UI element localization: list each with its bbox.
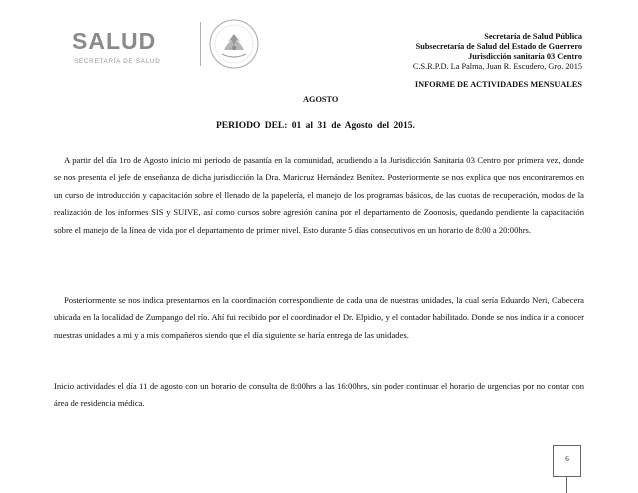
logo-divider bbox=[200, 22, 201, 66]
header-line-2: Subsecretaría de Salud del Estado de Guerrero bbox=[415, 42, 582, 51]
report-month: AGOSTO bbox=[303, 95, 339, 104]
body-paragraph-1: A partir del día 1ro de Agosto inicio mi periodo de pasantía en la comunidad, acudiendo a la Jurisdicción Sanitaria 03 Centro por primera vez, donde se nos presenta el jefe de enseñanza de dicha jurisdicción la Dra. Maricruz Hernández Benítez. Posteriormente se nos explica que nos encontraremos en un curso de introducción y capacitación sobre el llenado de la papelería, el manejo de los programas básicos, de las cuotas de recuperación, modos de la realización de los informes SIS y SUIVE, así como cursos sobre agresión canina por el departamento de Zoonosis, quedando pendiente la capacitación sobre el manejo de la línea de vida por el departamento de primer nivel. Esto durante 5 días consecutivos en un horario de 8:00 a 20:00hrs. bbox=[54, 155, 584, 235]
body-paragraph-2: Posteriormente se nos indica presentarnos en la coordinación correspondiente de cada una de nuestras unidades, la cual sería Eduardo Neri, Cabecera ubicada en la localidad de Zumpango del río. Ahí fui recibido por el coordinador el Dr. Elpidio, y el contador habilitado. Donde se nos indica ir a conocer nuestras unidades a mi y a mis compañeros siendo que el día siguiente se haría entrega de las unidades. bbox=[54, 295, 584, 340]
body-paragraph-3: Inicio actividades el día 11 de agosto con un horario de consulta de 8:00hrs a las 16:00hrs, sin poder continuar el horario de urgencias por no contar con área de residencia médica. bbox=[54, 381, 584, 409]
page-number-line bbox=[566, 476, 567, 493]
institution-header bbox=[413, 32, 582, 72]
header-line-4: C.S.R.P.D. La Palma, Juan R. Escudero, Gro. 2015 bbox=[412, 62, 582, 71]
page-number-box bbox=[553, 445, 581, 477]
header-line-3: Jurisdicción sanitaria 03 Centro bbox=[468, 52, 582, 61]
report-period: PERIODO DEL: 01 al 31 de Agosto del 2015. bbox=[216, 121, 415, 131]
logo-subtitle: SECRETARÍA DE SALUD bbox=[74, 58, 161, 65]
logo-name: SALUD bbox=[72, 28, 157, 54]
report-title: INFORME DE ACTIVIDADES MENSUALES bbox=[414, 80, 582, 89]
page-number: 6 bbox=[565, 455, 569, 463]
salud-logo bbox=[64, 12, 264, 72]
seal-icon bbox=[208, 18, 260, 70]
header-line-1: Secretaría de Salud Pública bbox=[484, 32, 582, 41]
